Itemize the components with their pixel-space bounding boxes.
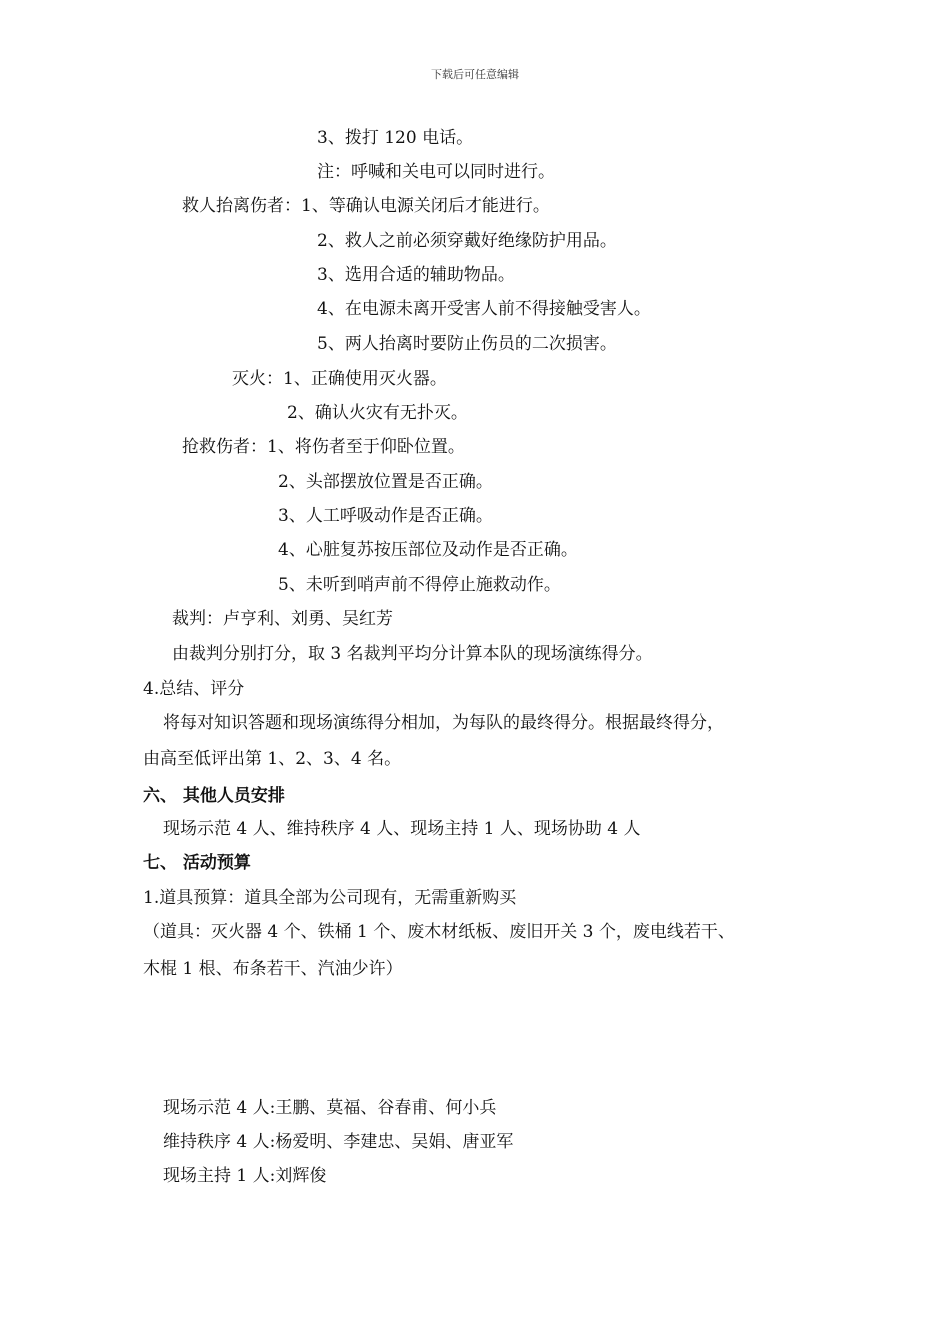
text-line: 注：呼喊和关电可以同时进行。 (317, 162, 555, 182)
section-heading: 4.总结、评分 (143, 679, 245, 699)
section-heading: 六、 其他人员安排 (143, 786, 285, 806)
text-line: 将每对知识答题和现场演练得分相加，为每队的最终得分。根据最终得分， (163, 713, 724, 733)
text-line: 3、人工呼吸动作是否正确。 (278, 506, 493, 526)
text-line: 裁判：卢亨利、刘勇、吴红芳 (172, 609, 393, 629)
text-line: 由高至低评出第 1、2、3、4 名。 (143, 749, 402, 769)
text-line: （道具：灭火器 4 个、铁桶 1 个、废木材纸板、废旧开关 3 个，废电线若干、 (143, 922, 735, 942)
text-line: 2、确认火灾有无扑灭。 (287, 403, 468, 423)
text-line: 现场示范 4 人、维持秩序 4 人、现场主持 1 人、现场协助 4 人 (163, 819, 641, 839)
text-line: 1.道具预算：道具全部为公司现有，无需重新购买 (143, 888, 517, 908)
text-line: 木棍 1 根、布条若干、汽油少许） (143, 959, 403, 979)
text-line: 现场主持 1 人:刘辉俊 (163, 1166, 327, 1186)
text-line: 5、未听到哨声前不得停止施救动作。 (278, 575, 561, 595)
text-line: 灭火：1、正确使用灭火器。 (232, 369, 447, 389)
text-line: 维持秩序 4 人:杨爱明、李建忠、吴娟、唐亚军 (163, 1132, 514, 1152)
text-line: 2、头部摆放位置是否正确。 (278, 472, 493, 492)
text-line: 4、在电源未离开受害人前不得接触受害人。 (317, 299, 651, 319)
text-line: 抢救伤者：1、将伤者至于仰卧位置。 (182, 437, 465, 457)
text-line: 由裁判分别打分，取 3 名裁判平均分计算本队的现场演练得分。 (172, 644, 653, 664)
text-line: 救人抬离伤者：1、等确认电源关闭后才能进行。 (182, 196, 550, 216)
text-line: 3、拨打 120 电话。 (317, 128, 474, 148)
text-line: 3、选用合适的辅助物品。 (317, 265, 515, 285)
page-header-note: 下载后可任意编辑 (431, 68, 519, 81)
text-line: 2、救人之前必须穿戴好绝缘防护用品。 (317, 231, 617, 251)
text-line: 5、两人抬离时要防止伤员的二次损害。 (317, 334, 617, 354)
text-line: 4、心脏复苏按压部位及动作是否正确。 (278, 540, 578, 560)
text-line: 现场示范 4 人:王鹏、莫福、谷春甫、何小兵 (163, 1098, 497, 1118)
section-heading: 七、 活动预算 (143, 853, 251, 873)
